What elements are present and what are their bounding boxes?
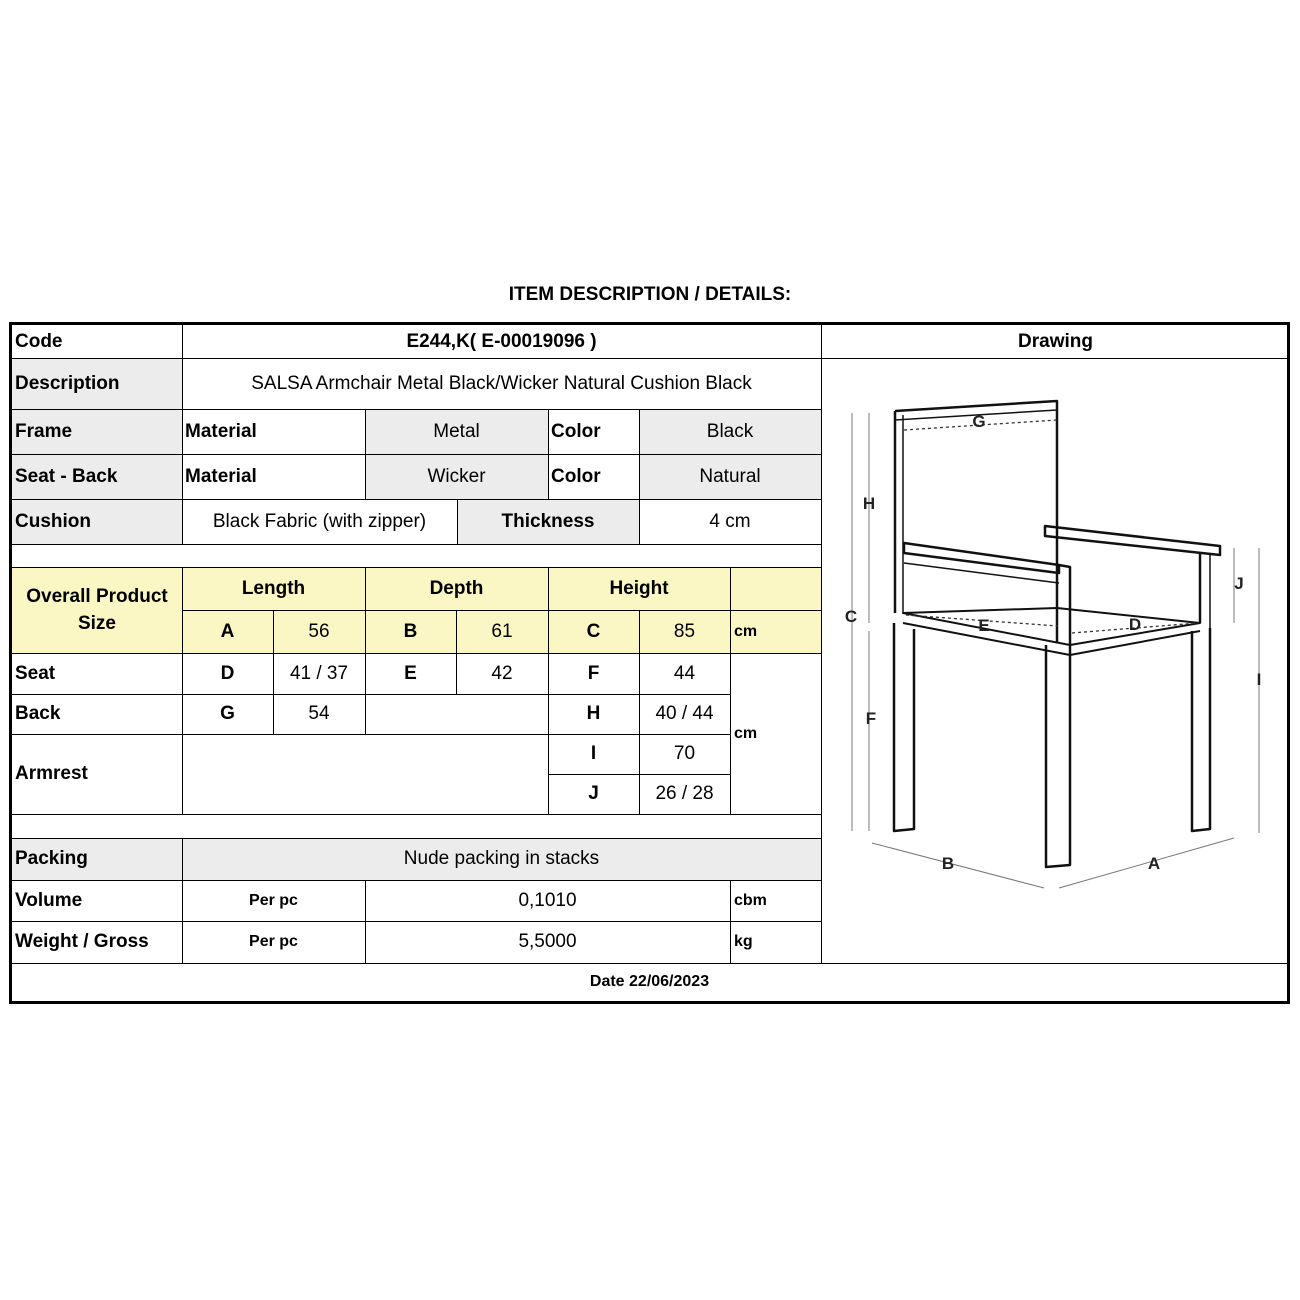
- dim-c-letter: C: [548, 610, 639, 653]
- overall-header-blank: [730, 567, 821, 610]
- dimension-line-b: [872, 843, 1044, 888]
- frame-label: Frame: [12, 409, 182, 454]
- dim-label-b: B: [941, 854, 955, 873]
- seat-back-label: Seat - Back: [12, 454, 182, 499]
- grid-line: [182, 567, 183, 814]
- dim-i-value: 70: [673, 743, 696, 764]
- frame-material-value: Metal: [365, 409, 548, 454]
- dim-b-value: 61: [456, 610, 548, 653]
- volume-label: Volume: [15, 889, 83, 911]
- volume-value: 0,1010: [518, 889, 577, 911]
- code-label: Code: [15, 330, 63, 352]
- grid-line: [12, 880, 821, 881]
- overall-size-label-line1: Overall Product: [26, 586, 168, 607]
- grid-line: [182, 838, 183, 963]
- dim-j-letter: J: [588, 783, 599, 804]
- dim-label-d: D: [1128, 615, 1142, 634]
- dim-d-value: 41 / 37: [289, 662, 349, 684]
- description-label: Description: [12, 358, 182, 409]
- code-value: E244,K( E-00019096 ): [406, 330, 597, 352]
- grid-line: [182, 325, 183, 544]
- dim-g-letter: G: [220, 703, 235, 724]
- dim-h-value: 40 / 44: [655, 703, 714, 724]
- chair-left-armrest: [1059, 565, 1070, 645]
- cushion-label: Cushion: [12, 499, 182, 544]
- grid-line: [457, 499, 458, 544]
- dim-label-h: H: [862, 494, 876, 513]
- cushion-value: Black Fabric (with zipper): [212, 510, 427, 532]
- dim-label-i: I: [1256, 670, 1262, 689]
- grid-line: [12, 814, 821, 815]
- dim-e-letter: E: [404, 662, 417, 684]
- grid-line: [273, 610, 274, 734]
- dim-d-letter: D: [220, 662, 235, 684]
- dim-label-c: C: [844, 607, 858, 626]
- overall-unit: cm: [730, 610, 821, 653]
- description-value: SALSA Armchair Metal Black/Wicker Natural Cushion Black: [251, 372, 752, 394]
- dim-label-f: F: [865, 709, 877, 728]
- drawing-label: Drawing: [1018, 330, 1093, 352]
- overall-size-label: [12, 567, 182, 653]
- chair-back-frame: [895, 401, 1057, 643]
- weight-unit: kg: [734, 933, 753, 950]
- frame-material-label: Material: [185, 420, 257, 442]
- weight-value: 5,5000: [518, 931, 577, 952]
- dim-f-value: 44: [673, 662, 696, 684]
- thickness-value: 4 cm: [709, 510, 751, 532]
- grid-line: [12, 838, 821, 839]
- grid-line: [456, 610, 457, 694]
- dim-a-value: 56: [273, 610, 365, 653]
- grid-line: [12, 358, 1287, 359]
- grid-line: [639, 610, 640, 814]
- grid-line: [12, 921, 821, 922]
- seat-back-color-value: Natural: [639, 454, 821, 499]
- packing-label: Packing: [12, 838, 182, 880]
- chair-drawing: [834, 383, 1274, 903]
- chair-seat: [903, 623, 1200, 655]
- grid-line: [821, 325, 822, 963]
- length-header: Length: [182, 567, 365, 610]
- depth-header: Depth: [365, 567, 548, 610]
- overall-size-label-line2: Size: [77, 613, 117, 634]
- dim-label-j: J: [1234, 574, 1244, 593]
- grid-line: [12, 454, 821, 455]
- dim-j-value: 26 / 28: [655, 783, 714, 804]
- dim-label-a: A: [1147, 854, 1161, 873]
- date-footer: Date 22/06/2023: [589, 973, 710, 990]
- dim-f-letter: F: [587, 662, 600, 684]
- seat-label: Seat: [15, 662, 56, 684]
- chair-left-armrest: [904, 563, 1059, 583]
- weight-label: Weight / Gross: [15, 931, 149, 952]
- chair-front-left-leg: [894, 623, 914, 831]
- grid-line: [12, 567, 821, 568]
- volume-per: Per pc: [249, 891, 298, 909]
- dim-label-e: E: [978, 616, 990, 635]
- grid-line: [182, 610, 821, 611]
- grid-line: [12, 499, 821, 500]
- dim-g-value: 54: [308, 703, 330, 724]
- volume-unit: cbm: [734, 891, 767, 909]
- frame-color-value: Black: [639, 409, 821, 454]
- grid-line: [548, 409, 549, 499]
- seat-back-color-label: Color: [551, 465, 601, 487]
- grid-line: [730, 880, 731, 963]
- dim-c-value: 85: [639, 610, 730, 653]
- page-title: ITEM DESCRIPTION / DETAILS:: [508, 284, 792, 305]
- grid-line: [12, 694, 730, 695]
- grid-line: [12, 544, 821, 545]
- dim-label-g: G: [972, 412, 986, 431]
- armrest-label: Armrest: [15, 763, 88, 784]
- grid-line: [548, 567, 549, 814]
- dimensions-unit: cm: [734, 725, 758, 742]
- grid-line: [365, 409, 366, 499]
- thickness-label: Thickness: [457, 499, 639, 544]
- dim-h-letter: H: [586, 703, 601, 724]
- seat-back-material-value: Wicker: [365, 454, 548, 499]
- height-header: Height: [548, 567, 730, 610]
- grid-line: [365, 880, 366, 963]
- chair-left-armrest: [904, 543, 1059, 573]
- dim-b-letter: B: [365, 610, 456, 653]
- dim-a-letter: A: [182, 610, 273, 653]
- grid-line: [12, 734, 730, 735]
- grid-line: [365, 567, 366, 734]
- dim-i-letter: I: [590, 743, 597, 764]
- dimension-line-a: [1059, 838, 1234, 888]
- seat-back-material-label: Material: [185, 465, 257, 487]
- grid-line: [639, 409, 640, 544]
- grid-line: [12, 963, 1287, 964]
- grid-line: [730, 567, 731, 814]
- back-label: Back: [15, 703, 61, 724]
- frame-color-label: Color: [551, 420, 601, 442]
- packing-value: Nude packing in stacks: [182, 838, 821, 880]
- chair-right-armrest: [1045, 526, 1220, 555]
- weight-per: Per pc: [249, 933, 298, 950]
- chair-back-right-leg: [1192, 628, 1210, 831]
- grid-line: [12, 653, 821, 654]
- dim-e-value: 42: [491, 662, 513, 684]
- grid-line: [12, 409, 821, 410]
- chair-front-right-leg: [1046, 645, 1070, 867]
